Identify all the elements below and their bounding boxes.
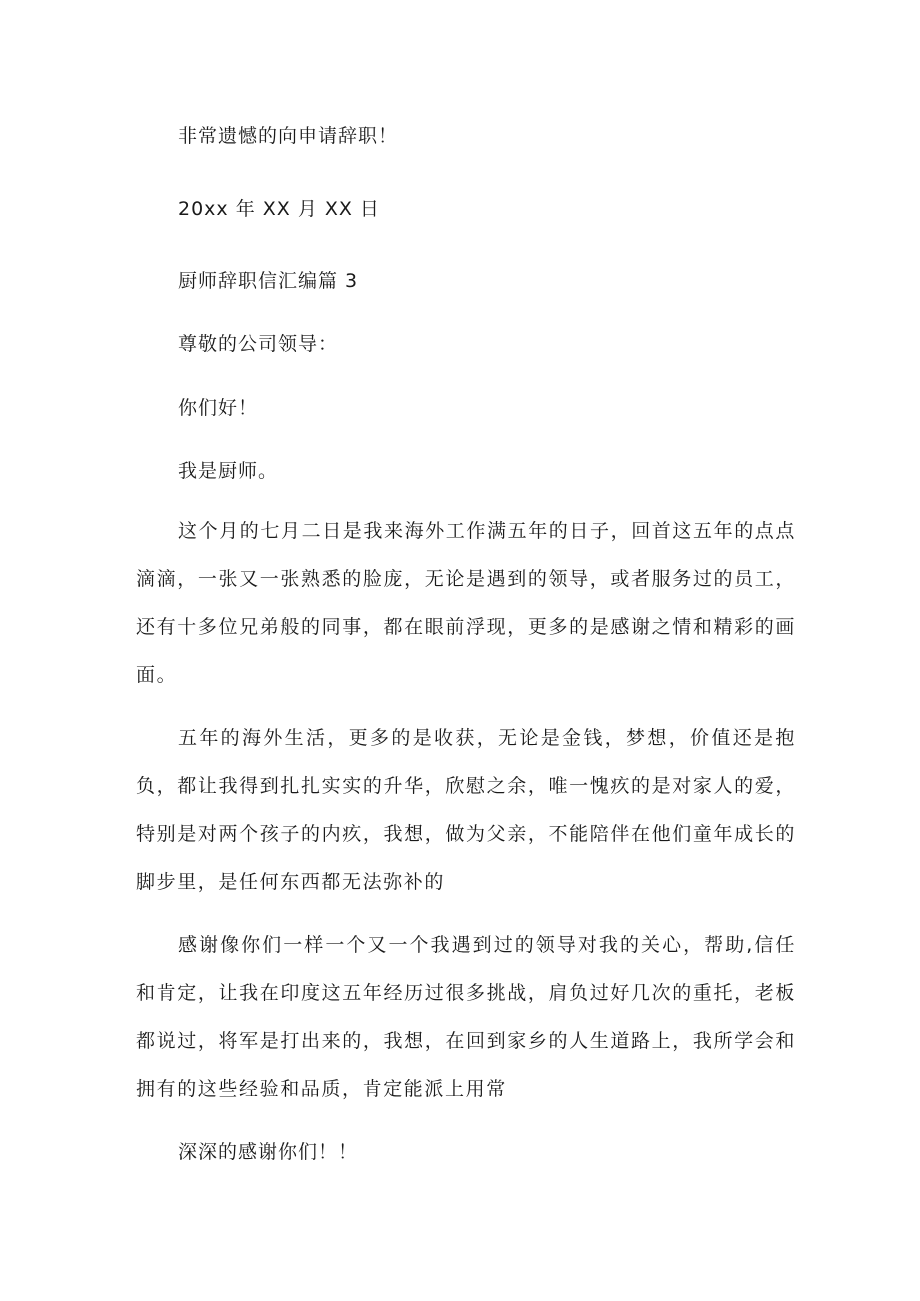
paragraph-2: 五年的海外生活，更多的是收获，无论是金钱，梦想，价值还是抱负，都让我得到扎扎实实的升华，欣慰之余，唯一愧疚的是对家人的爱，特别是对两个孩子的内疚，我想，做为父亲，不能陪伴在他们童年成长的脚步里，是任何东西都无法弥补的 — [136, 727, 796, 893]
intro-line: 我是厨师。 — [178, 460, 279, 482]
final-line: 深深的感谢你们！！ — [178, 1141, 359, 1163]
greeting: 你们好！ — [178, 397, 259, 419]
section-heading: 厨师辞职信汇编篇 3 — [178, 270, 359, 292]
paragraph-3: 感谢像你们一样一个又一个我遇到过的领导对我的关心，帮助,信任和肯定，让我在印度这五年经历过很多挑战，肩负过好几次的重托，老板都说过，将军是打出来的，我想，在回到家乡的人生道路上，我所学会和拥有的这些经验和品质，肯定能派上用常 — [136, 934, 796, 1100]
salutation: 尊敬的公司领导： — [178, 333, 339, 355]
closing-line: 非常遗憾的向申请辞职！ — [178, 125, 399, 147]
paragraph-1: 这个月的七月二日是我来海外工作满五年的日子，回首这五年的点点滴滴，一张又一张熟悉的脸庞，无论是遇到的领导，或者服务过的员工，还有十多位兄弟般的同事，都在眼前浮现，更多的是感谢之情和精彩的画面。 — [136, 520, 797, 686]
date-line: 20xx 年 XX 月 XX 日 — [178, 198, 380, 220]
